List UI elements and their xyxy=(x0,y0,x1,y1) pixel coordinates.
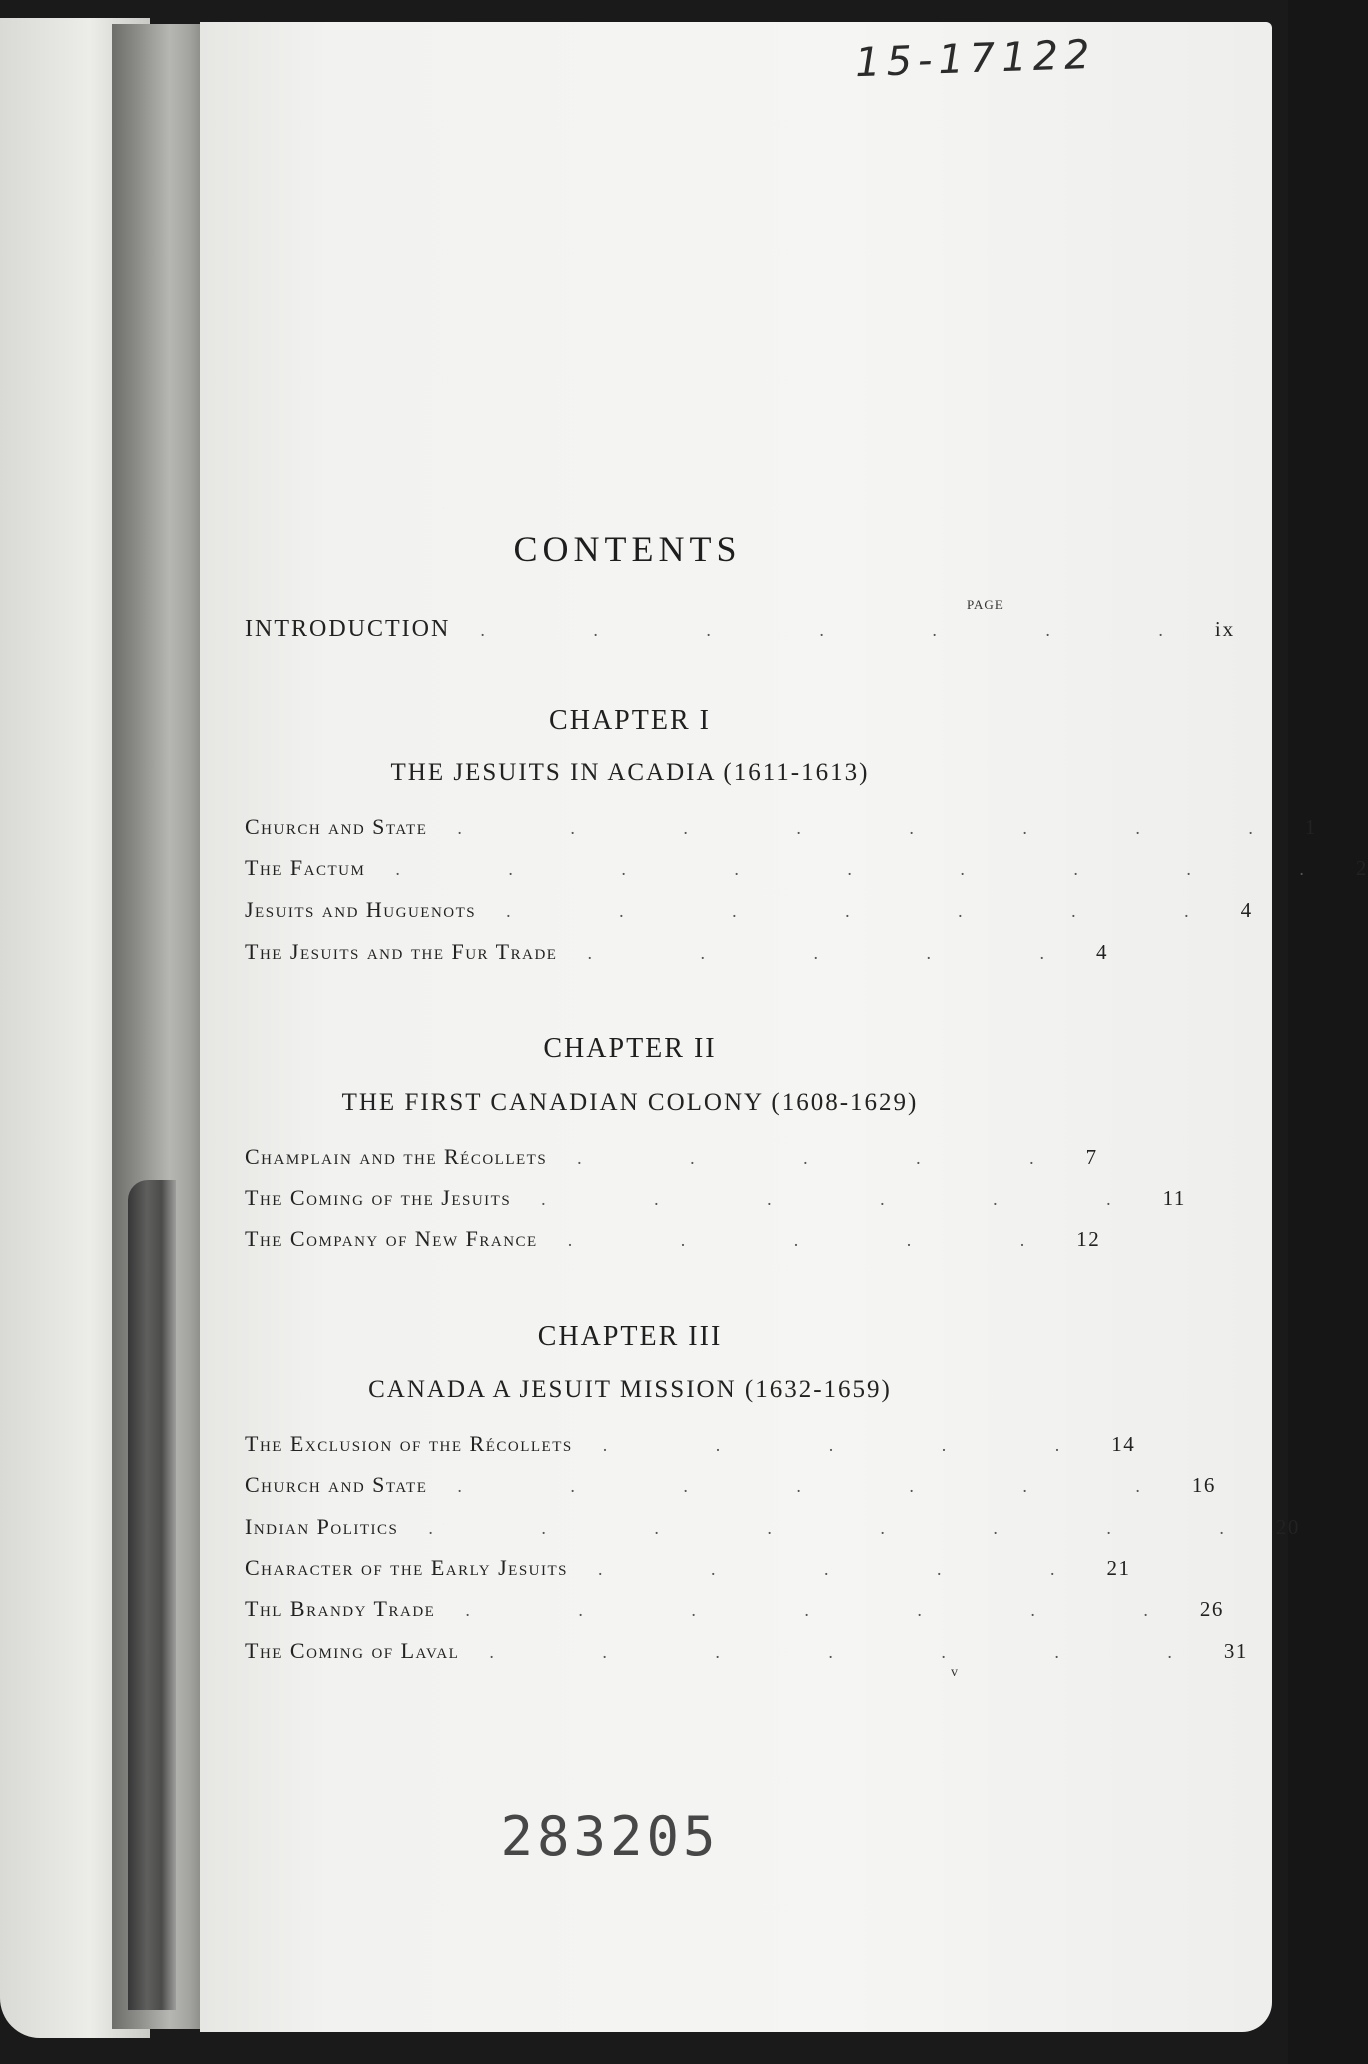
toc-entry[interactable] xyxy=(245,1226,1101,1262)
chapter-subtitle: CANADA A JESUIT MISSION (1632-1659) xyxy=(368,1376,892,1403)
chapter-heading: CHAPTER II xyxy=(543,1033,717,1064)
leader-dots: . . . . . . . . xyxy=(428,1518,1276,1538)
toc-entry[interactable] xyxy=(245,1514,1300,1550)
toc-entry[interactable] xyxy=(245,1555,1131,1591)
leader-dots: . . . . . . . . xyxy=(457,818,1305,838)
handwritten-call-number: 15-17122 xyxy=(854,31,1097,87)
toc-entry-page: 31 xyxy=(1223,1639,1248,1663)
torn-binding xyxy=(128,1180,176,2010)
toc-entry[interactable] xyxy=(245,1638,1248,1674)
toc-entry-label: The Coming of the Jesuits xyxy=(245,1185,512,1210)
leader-dots: . . . . . xyxy=(587,943,1096,963)
toc-entry[interactable] xyxy=(245,1144,1098,1180)
toc-entry-label: The Exclusion of the Récollets xyxy=(245,1431,573,1456)
chapter-heading: CHAPTER I xyxy=(549,705,711,736)
toc-entry-label: The Company of New France xyxy=(245,1226,538,1251)
toc-entry[interactable] xyxy=(245,1431,1136,1467)
toc-entry-label: Church and State xyxy=(245,1472,428,1497)
toc-entry-page: 7 xyxy=(1085,1145,1098,1169)
leader-dots: . . . . . xyxy=(602,1435,1112,1455)
toc-entry-label: Jesuits and Huguenots xyxy=(245,897,477,922)
toc-entry-page: 12 xyxy=(1076,1227,1101,1251)
leader-dots: . . . . . . . xyxy=(480,620,1215,640)
toc-entry[interactable] xyxy=(245,897,1253,933)
toc-entry-label: The Jesuits and the Fur Trade xyxy=(245,939,558,964)
toc-entry-label: Indian Politics xyxy=(245,1514,399,1539)
toc-entry[interactable] xyxy=(245,1596,1224,1632)
toc-entry-page: 2 xyxy=(1355,856,1368,880)
leader-dots: . . . . . xyxy=(567,1230,1077,1250)
contents-page xyxy=(200,22,1272,2032)
toc-entry[interactable] xyxy=(245,814,1317,850)
toc-entry-page: 1 xyxy=(1304,815,1317,839)
toc-entry-page: 14 xyxy=(1111,1432,1136,1456)
page-column-label: PAGE xyxy=(967,597,1004,612)
chapter-subtitle: THE JESUITS IN ACADIA (1611-1613) xyxy=(390,759,870,786)
toc-entry-page: 20 xyxy=(1275,1515,1300,1539)
leader-dots: . . . . . . . . . xyxy=(395,859,1356,879)
leader-dots: . . . . . xyxy=(577,1148,1086,1168)
leader-dots: . . . . . . . xyxy=(457,1476,1192,1496)
toc-entry-page: 4 xyxy=(1095,940,1108,964)
toc-entry-label: Church and State xyxy=(245,814,428,839)
toc-entry-page: 26 xyxy=(1199,1597,1224,1621)
toc-entry[interactable] xyxy=(245,939,1108,975)
toc-entry-label: The Coming of Laval xyxy=(245,1638,460,1663)
toc-entry-label: INTRODUCTION xyxy=(245,616,451,642)
toc-entry-introduction[interactable] xyxy=(245,616,1236,652)
toc-entry-label: The Factum xyxy=(245,855,366,880)
page-title: CONTENTS xyxy=(513,529,742,569)
toc-entry-page: ix xyxy=(1214,617,1236,641)
toc-entry-label: Character of the Early Jesuits xyxy=(245,1555,569,1580)
toc-entry[interactable] xyxy=(245,1472,1216,1508)
toc-entry-page: 4 xyxy=(1240,898,1253,922)
accession-number-stamp: 283205 xyxy=(500,1805,720,1868)
toc-entry-label: Thl Brandy Trade xyxy=(245,1596,436,1621)
toc-entry[interactable] xyxy=(245,1185,1186,1221)
toc-entry-page: 11 xyxy=(1162,1186,1186,1210)
leader-dots: . . . . . . xyxy=(541,1189,1163,1209)
leader-dots: . . . . . . . xyxy=(489,1642,1224,1662)
toc-entry-label: Champlain and the Récollets xyxy=(245,1144,548,1169)
chapter-heading: CHAPTER III xyxy=(537,1321,723,1352)
toc-entry[interactable] xyxy=(245,855,1368,891)
leader-dots: . . . . . . . xyxy=(506,901,1241,921)
leader-dots: . . . . . xyxy=(598,1559,1107,1579)
chapter-subtitle: THE FIRST CANADIAN COLONY (1608-1629) xyxy=(341,1089,919,1116)
toc-entry-page: 16 xyxy=(1191,1473,1216,1497)
leader-dots: . . . . . . . xyxy=(465,1600,1200,1620)
page-folio: v xyxy=(951,1665,958,1680)
toc-entry-page: 21 xyxy=(1106,1556,1131,1580)
